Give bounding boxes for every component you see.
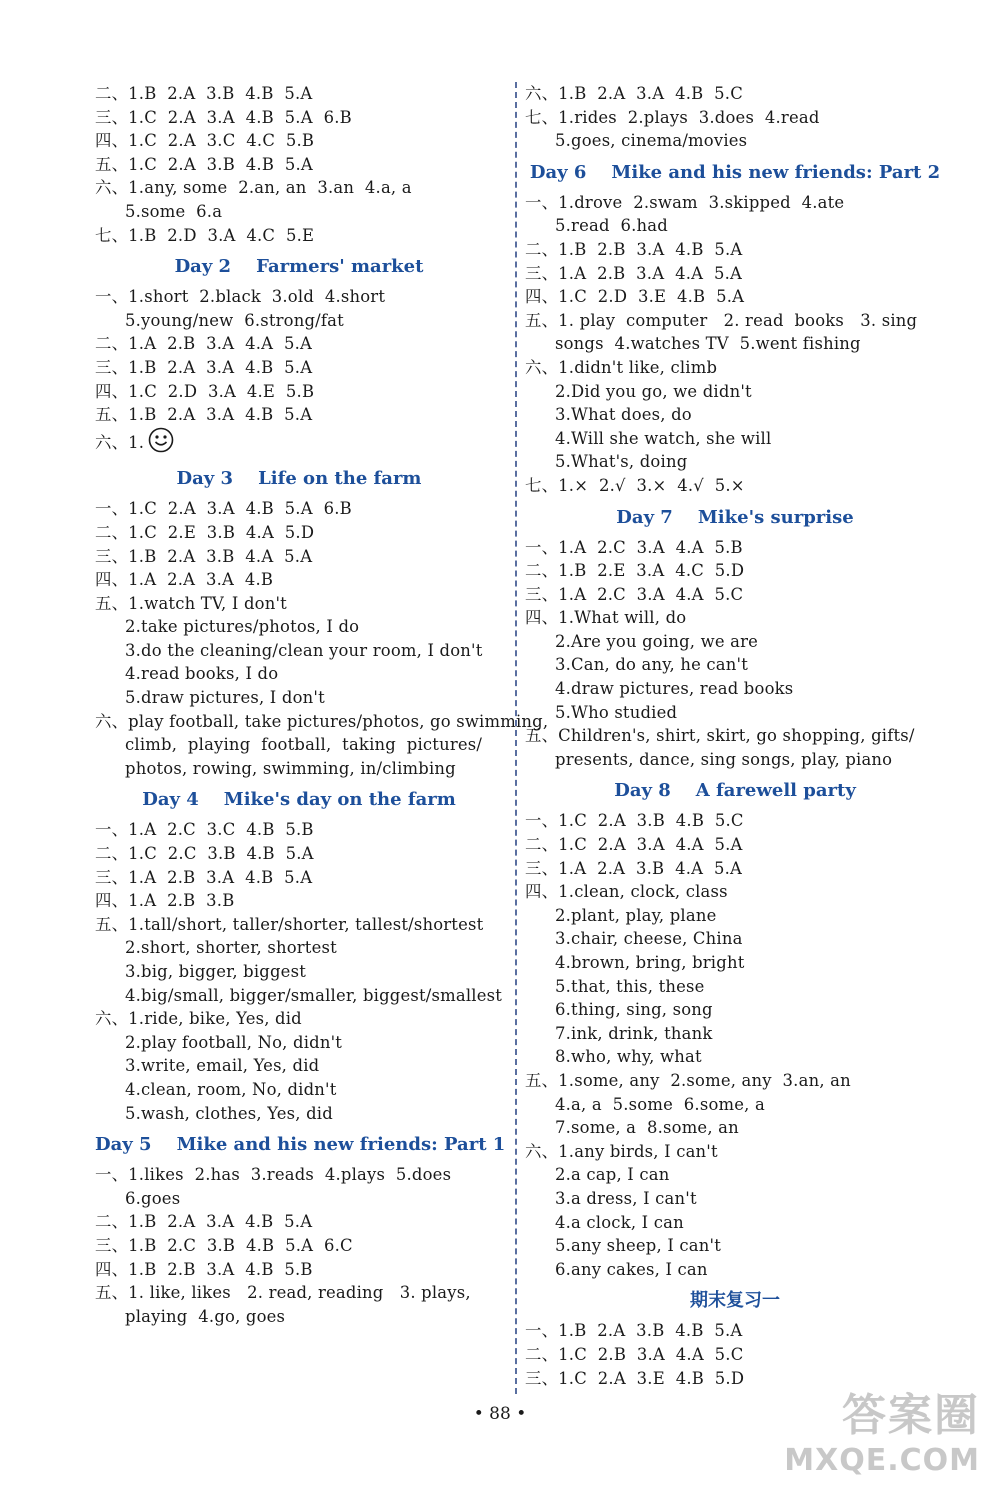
answer-line: 三、1.A 2.B 3.A 4.B 5.A	[95, 867, 313, 887]
answer-line: 五、1. play computer 2. read books 3. sing	[525, 310, 918, 330]
answer-line: 四、1.clean, clock, class	[525, 882, 728, 902]
answer-line: 一、1.drove 2.swam 3.skipped 4.ate	[525, 192, 845, 212]
answer-line-continued: 2.short, shorter, shortest	[125, 938, 337, 958]
answer-line: 七、1.× 2.√ 3.× 4.√ 5.×	[525, 475, 745, 495]
answer-line-continued: 5.goes, cinema/movies	[555, 131, 748, 151]
column-divider	[515, 82, 517, 1394]
answer-line: 二、1.B 2.B 3.A 4.B 5.A	[525, 239, 743, 259]
left-column	[95, 82, 549, 1328]
answer-line-continued: 6.goes	[125, 1188, 181, 1208]
answer-line-continued: 2.a cap, I can	[555, 1165, 670, 1185]
answer-line: 六、1.any, some 2.an, an 3.an 4.a, a	[95, 178, 412, 198]
section-heading: Day 6 Mike and his new friends: Part 2	[529, 161, 941, 183]
watermark	[784, 1379, 980, 1478]
answer-line: 一、1.C 2.A 3.B 4.B 5.C	[525, 811, 744, 831]
answer-line: 四、1.A 2.B 3.B	[95, 891, 235, 911]
smiley-face-icon	[148, 427, 174, 460]
answer-line-continued: 3.What does, do	[555, 405, 692, 425]
section-heading: Day 8 A farewell party	[614, 780, 856, 802]
answer-line-continued: 4.Will she watch, she will	[555, 428, 772, 448]
answer-line-continued: 3.big, bigger, biggest	[125, 962, 306, 981]
answer-line-continued: 4.a clock, I can	[555, 1212, 684, 1232]
answer-line-continued: 4.read books, I do	[125, 664, 279, 684]
answer-line-continued: 6.thing, sing, song	[555, 1000, 713, 1020]
answer-line-continued: 4.big/small, bigger/smaller, biggest/smallest	[125, 985, 503, 1005]
section-heading: 期末复习一	[690, 1290, 780, 1312]
answer-line-continued: 3.a dress, I can't	[555, 1188, 697, 1208]
answer-line: 七、1.rides 2.plays 3.does 4.read	[525, 107, 820, 127]
answer-line: 四、1.C 2.D 3.E 4.B 5.A	[525, 287, 745, 307]
answer-line-continued: 2.take pictures/photos, I do	[125, 617, 360, 637]
answer-line: 三、1.B 2.A 3.A 4.B 5.A	[95, 357, 313, 377]
answer-line-continued: 5.young/new 6.strong/fat	[125, 310, 344, 330]
answer-line: 五、1. like, likes 2. read, reading 3. plays,	[95, 1283, 471, 1303]
answer-line-continued: 4.a, a 5.some 6.some, a	[555, 1094, 765, 1114]
answer-line: 六、1.didn't like, climb	[525, 357, 718, 377]
answer-line-continued: playing 4.go, goes	[125, 1306, 286, 1326]
answer-line: 六、1.ride, bike, Yes, did	[95, 1009, 302, 1029]
answer-line: 一、1.B 2.A 3.B 4.B 5.A	[525, 1321, 743, 1341]
answer-line-continued: 5.that, this, these	[555, 976, 705, 996]
answer-line-continued: 2.play football, No, didn't	[125, 1032, 343, 1052]
answer-line-continued: 4.clean, room, No, didn't	[125, 1079, 337, 1099]
answer-line-continued: 5.any sheep, I can't	[555, 1236, 722, 1256]
answer-line-continued: 5.read 6.had	[555, 216, 668, 236]
watermark-url: MXQE.COM	[784, 1443, 980, 1478]
answer-line-continued: climb, playing football, taking pictures/	[125, 735, 483, 755]
answer-line: 三、1.A 2.A 3.B 4.A 5.A	[525, 858, 743, 878]
answer-line-continued: 2.plant, play, plane	[555, 905, 717, 925]
answer-line: 一、1.C 2.A 3.A 4.B 5.A 6.B	[95, 499, 352, 519]
answer-line-continued: 3.write, email, Yes, did	[125, 1056, 320, 1076]
answer-line-continued: 3.Can, do any, he can't	[555, 655, 748, 675]
answer-line: 二、1.C 2.E 3.B 4.A 5.D	[95, 522, 315, 542]
answer-line: 四、1.C 2.A 3.C 4.C 5.B	[95, 131, 315, 151]
answer-line	[95, 427, 503, 460]
answer-line-continued: 6.any cakes, I can	[555, 1259, 708, 1279]
answer-line: 五、1.some, any 2.some, any 3.an, an	[525, 1070, 851, 1090]
answer-line: 五、Children's, shirt, skirt, go shopping, gifts/	[525, 726, 915, 746]
answer-line: 四、1.B 2.B 3.A 4.B 5.B	[95, 1259, 313, 1279]
answer-line: 七、1.B 2.D 3.A 4.C 5.E	[95, 225, 315, 245]
answer-line: 三、1.A 2.C 3.A 4.A 5.C	[525, 584, 744, 604]
answer-line-continued: 3.do the cleaning/clean your room, I don't	[125, 640, 483, 660]
answer-line-continued: songs 4.watches TV 5.went fishing	[555, 334, 861, 354]
answer-line-continued: 7.some, a 8.some, an	[555, 1118, 739, 1138]
answer-line: 六、1.B 2.A 3.A 4.B 5.C	[525, 84, 743, 103]
answer-line: 二、1.C 2.B 3.A 4.A 5.C	[525, 1344, 744, 1364]
section-heading: Day 4 Mike's day on the farm	[142, 789, 456, 811]
answer-line: 二、1.A 2.B 3.A 4.A 5.A	[95, 334, 313, 354]
answer-line-continued: 3.chair, cheese, China	[555, 929, 743, 949]
right-column	[525, 82, 945, 1390]
section-heading: Day 2 Farmers' market	[174, 256, 424, 278]
answer-line-continued: 4.draw pictures, read books	[555, 679, 794, 699]
answer-line-continued: 5.draw pictures, I don't	[125, 688, 325, 708]
answer-line: 四、1.A 2.A 3.A 4.B	[95, 570, 274, 590]
answer-line: 二、1.C 2.A 3.A 4.A 5.A	[525, 835, 743, 855]
answer-line: 三、1.C 2.A 3.A 4.B 5.A 6.B	[95, 107, 352, 127]
answer-line: 一、1.likes 2.has 3.reads 4.plays 5.does	[95, 1165, 452, 1185]
answer-line: 三、1.B 2.C 3.B 4.B 5.A 6.C	[95, 1235, 353, 1255]
answer-line-continued: 7.ink, drink, thank	[555, 1023, 713, 1043]
answer-line: 五、1.C 2.A 3.B 4.B 5.A	[95, 154, 313, 174]
answer-line: 五、1.watch TV, I don't	[95, 593, 287, 613]
page-number: • 88 •	[473, 1404, 527, 1424]
answer-line: 三、1.C 2.A 3.E 4.B 5.D	[525, 1368, 745, 1388]
answer-line-continued: 2.Did you go, we didn't	[555, 381, 752, 401]
section-heading: Day 7 Mike's surprise	[616, 506, 854, 528]
answer-line: 二、1.B 2.E 3.A 4.C 5.D	[525, 561, 745, 581]
answer-line: 二、1.C 2.C 3.B 4.B 5.A	[95, 844, 314, 864]
answer-line-text: 六、play football, take pictures/photos, go swimming,	[95, 711, 549, 731]
answer-line: 五、1.tall/short, taller/shorter, tallest/shortest	[95, 914, 484, 934]
answer-line: 六、1.any birds, I can't	[525, 1141, 718, 1161]
answer-line-continued: 5.Who studied	[555, 702, 678, 722]
section-heading: Day 5 Mike and his new friends: Part 1	[95, 1134, 506, 1156]
answer-line-continued: 8.who, why, what	[555, 1047, 702, 1067]
answer-line: 二、1.B 2.A 3.A 4.B 5.A	[95, 1212, 313, 1232]
answer-line: 四、1.C 2.D 3.A 4.E 5.B	[95, 381, 315, 401]
answer-line: 四、1.What will, do	[525, 608, 687, 628]
answer-line: 一、1.A 2.C 3.C 4.B 5.B	[95, 820, 314, 840]
answer-line-continued: 5.What's, doing	[555, 452, 688, 472]
answer-line-continued: 2.Are you going, we are	[555, 631, 759, 651]
answer-line: 一、1.short 2.black 3.old 4.short	[95, 287, 386, 307]
answer-line: 三、1.A 2.B 3.A 4.A 5.A	[525, 263, 743, 283]
answer-line: 五、1.B 2.A 3.A 4.B 5.A	[95, 405, 313, 425]
answer-line: 二、1.B 2.A 3.B 4.B 5.A	[95, 84, 313, 103]
answer-line: 三、1.B 2.A 3.B 4.A 5.A	[95, 546, 313, 566]
answer-line: 一、1.A 2.C 3.A 4.A 5.B	[525, 537, 743, 557]
section-heading: Day 3 Life on the farm	[176, 468, 422, 490]
answer-line-continued: 4.brown, bring, bright	[555, 953, 745, 972]
answer-line	[95, 710, 549, 734]
answer-line-continued: photos, rowing, swimming, in/climbing	[125, 758, 456, 778]
answer-line-continued: 5.some 6.a	[125, 201, 223, 221]
answer-line-text: 六、1.	[95, 432, 145, 452]
answer-line-continued: 5.wash, clothes, Yes, did	[125, 1103, 333, 1123]
answer-line-continued: presents, dance, sing songs, play, piano	[555, 749, 893, 769]
watermark-logo: 答案圈	[842, 1390, 980, 1441]
